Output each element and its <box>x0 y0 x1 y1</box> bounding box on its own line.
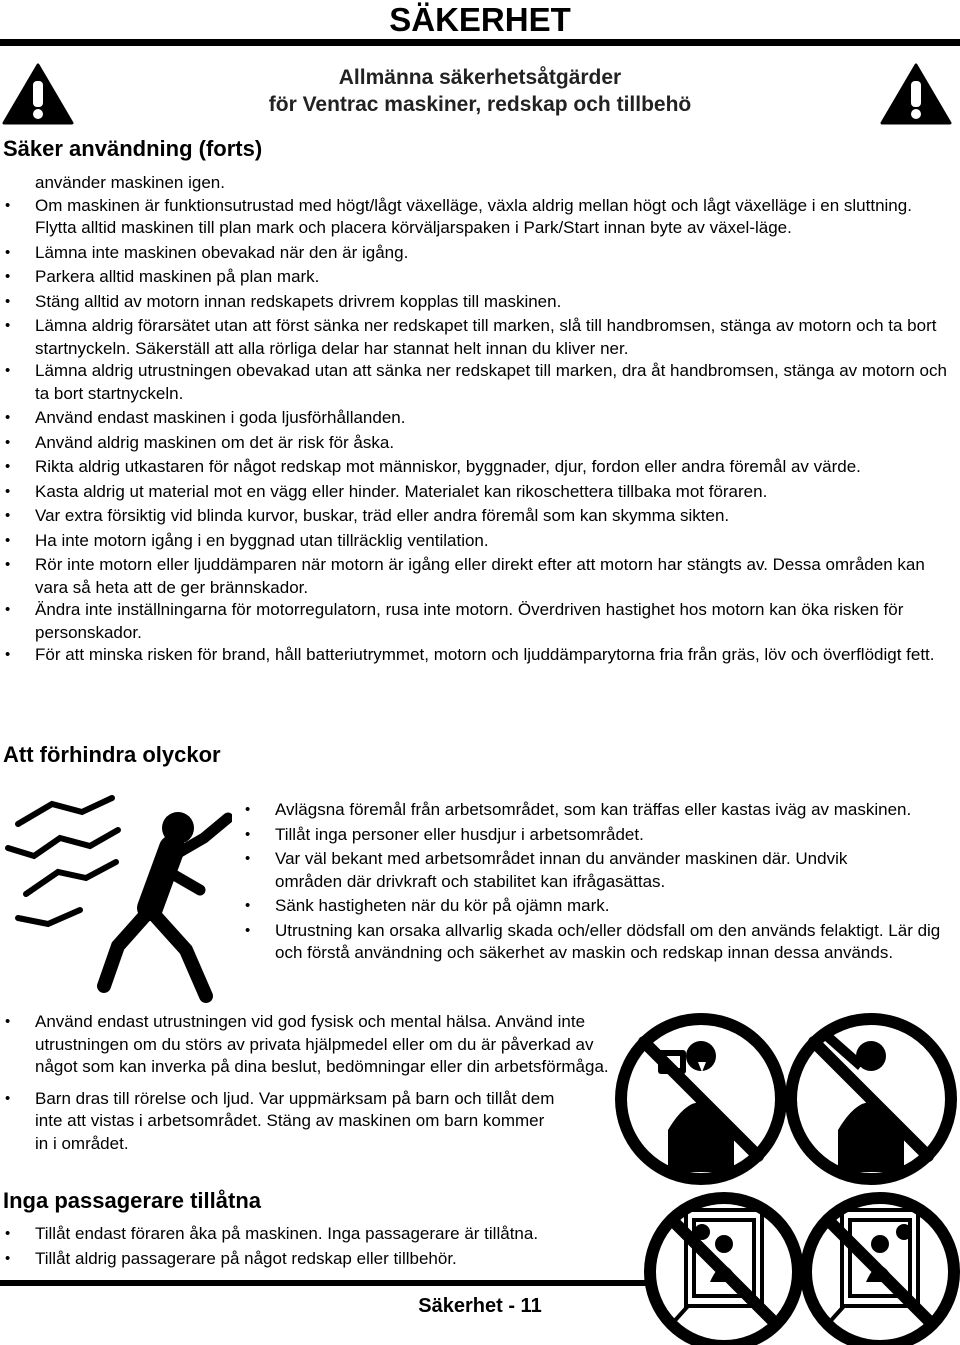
section-heading-safe-use: Säker användning (forts) <box>3 136 263 161</box>
list-item: • Tillåt endast föraren åka på maskinen. Inga passagerare är tillåtna. <box>0 1223 620 1246</box>
list-item: • Använd aldrig maskinen om det är risk för åska. <box>0 432 955 455</box>
subtitle-line-1: Allmänna säkerhetsåtgärder <box>338 66 622 89</box>
footer-rule <box>0 1280 648 1286</box>
list-item: använder maskinen igen. <box>35 173 225 192</box>
header-rule <box>0 39 960 46</box>
no-passengers-icon <box>640 1186 960 1345</box>
thrown-objects-hazard-icon <box>0 790 232 1010</box>
subtitle-line-2: för Ventrac maskiner, redskap och tillbehö <box>268 93 692 116</box>
section-heading-prevent-accidents: Att förhindra olyckor <box>3 742 221 767</box>
accidents-left-list <box>0 1011 612 1155</box>
list-item: • Lämna aldrig utrustningen obevakad utan att sänka ner redskapet till marken, dra åt handbromsen, stänga av motorn och ta bort startnyckeln. <box>0 360 955 405</box>
list-item: • Lämna inte maskinen obevakad när den är igång. <box>0 242 955 265</box>
list-item: • Utrustning kan orsaka allvarlig skada och/eller dödsfall om den används felaktigt. Lär dig och förstå användning och säkerhet av maskin och redskap innan dessa används. <box>240 920 955 965</box>
list-item: • Använd endast utrustningen vid god fysisk och mental hälsa. Använd inte utrustningen om du störs av privata hjälpmedel eller om du är påverkad av något som kan inverka på dina beslut, bedömningar eller din arbetsförmåga. <box>0 1011 612 1079</box>
section-heading-no-passengers: Inga passagerare tillåtna <box>3 1188 261 1213</box>
list-item: • Lämna aldrig förarsätet utan att först sänka ner redskapet till marken, slå till handbromsen, stänga av motorn och ta bort startnyckeln. Säkerställ att alla rörliga delar har stannat helt innan du kliver ner. <box>0 315 955 360</box>
list-item: • Var väl bekant med arbetsområdet innan du använder maskinen där. Undvik områden där drivkraft och stabilitet kan ifrågasättas. <box>240 848 875 893</box>
list-item: • Om maskinen är funktionsutrustad med högt/lågt växelläge, växla aldrig mellan högt och lågt växelläge i en sluttning. Flytta alltid maskinen till plan mark och placera körväljarspaken i Park/Start innan byte av växel-läge. <box>0 195 955 240</box>
list-item: • Parkera alltid maskinen på plan mark. <box>0 266 955 289</box>
footer-page-label: Säkerhet - 11 <box>418 1295 542 1317</box>
list-item: • Barn dras till rörelse och ljud. Var uppmärksam på barn och tillåt dem inte att vistas i arbetsområdet. Stäng av maskinen om barn kommer in i området. <box>0 1088 560 1156</box>
no-passengers-list <box>0 1223 620 1270</box>
list-item: • Avlägsna föremål från arbetsområdet, som kan träffas eller kastas iväg av maskinen. <box>240 799 955 822</box>
accidents-right-list <box>240 799 955 965</box>
list-item: • Rör inte motorn eller ljuddämparen när motorn är igång eller direkt efter att motorn har stängts av. Dessa områden kan vara så heta att de ger brännskador. <box>0 554 955 599</box>
list-item: • Tillåt inga personer eller husdjur i arbetsområdet. <box>240 824 955 847</box>
warning-triangle-icon-left <box>2 62 74 126</box>
list-item: • För att minska risken för brand, håll batteriutrymmet, motorn och ljuddämparytorna fria från gräs, löv och överflödigt fett. <box>0 644 955 667</box>
list-item: • Kasta aldrig ut material mot en vägg eller hinder. Materialet kan rikoschettera tillbaka mot föraren. <box>0 481 955 504</box>
list-item: • Rikta aldrig utkastaren för något redskap mot människor, byggnader, djur, fordon eller andra föremål av värde. <box>0 456 955 479</box>
list-item: • Var extra försiktig vid blinda kurvor, buskar, träd eller andra föremål som kan skymma sikten. <box>0 505 955 528</box>
page-header-title: SÄKERHET <box>389 1 571 38</box>
warning-triangle-icon-right <box>880 62 952 126</box>
safe-use-list <box>0 172 955 667</box>
no-drugs-alcohol-icon <box>612 1010 960 1188</box>
list-item: • Använd endast maskinen i goda ljusförhållanden. <box>0 407 955 430</box>
list-item: • Tillåt aldrig passagerare på något redskap eller tillbehör. <box>0 1248 620 1271</box>
list-item: • Ha inte motorn igång i en byggnad utan tillräcklig ventilation. <box>0 530 955 553</box>
list-item: • Stäng alltid av motorn innan redskapets drivrem kopplas till maskinen. <box>0 291 955 314</box>
list-item: • Ändra inte inställningarna för motorregulatorn, rusa inte motorn. Överdriven hastighet hos motorn kan öka risken för personskador. <box>0 599 955 644</box>
list-item: • Sänk hastigheten när du kör på ojämn mark. <box>240 895 955 918</box>
